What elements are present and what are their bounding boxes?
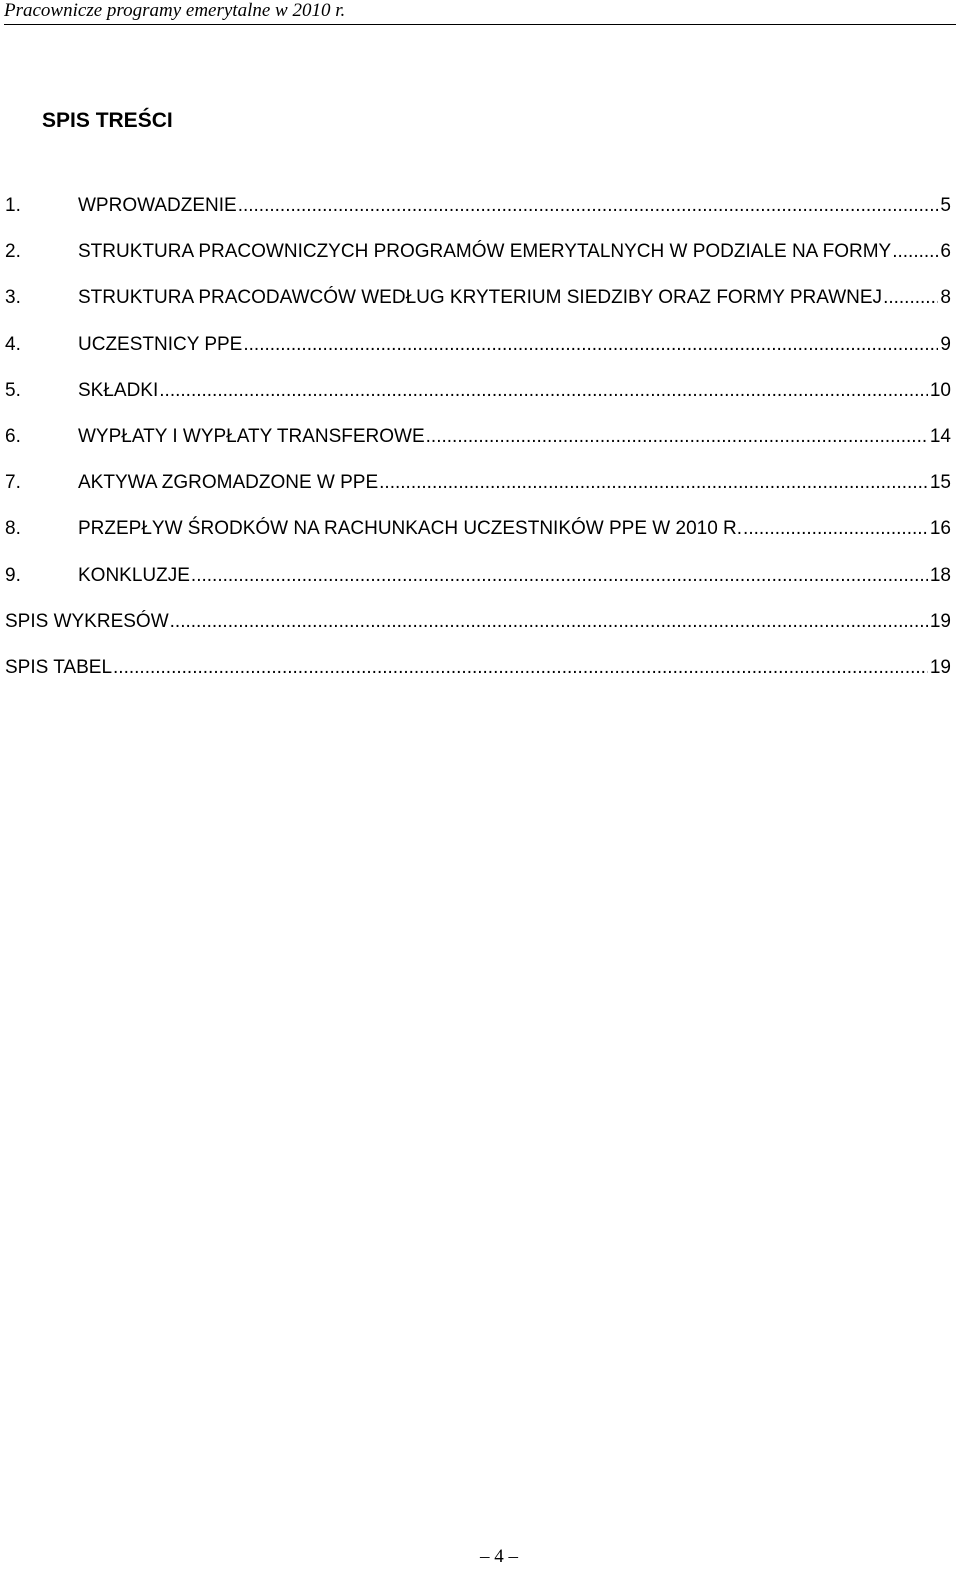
toc-entry-przeplyw[interactable] <box>5 516 951 562</box>
toc-dot-leader <box>379 470 928 496</box>
toc-entry-page: 10 <box>929 379 951 401</box>
toc-entry-struktura-programow[interactable] <box>5 239 951 285</box>
toc-entry-skladki[interactable] <box>5 378 951 424</box>
toc-entry-number: 7. <box>5 472 21 494</box>
toc-entry-number: 6. <box>5 425 21 447</box>
toc-entry-number: 3. <box>5 287 21 309</box>
toc-title: SPIS TREŚCI <box>42 109 173 132</box>
toc-entry-label: SPIS TABEL <box>5 656 113 678</box>
toc-entry-number: 2. <box>5 241 21 263</box>
toc-entry-page: 14 <box>929 425 951 447</box>
toc-entry-number: 4. <box>5 333 21 355</box>
toc-entry-page: 8 <box>940 287 951 309</box>
toc-entry-uczestnicy[interactable] <box>5 332 951 378</box>
toc-dot-leader <box>426 424 928 450</box>
toc-entry-spis-wykresow[interactable] <box>5 609 951 655</box>
toc-entry-label: SPIS WYKRESÓW <box>5 610 169 632</box>
toc-dot-leader <box>113 655 928 681</box>
toc-entry-label: KONKLUZJE <box>78 564 190 586</box>
toc-entry-page: 19 <box>929 656 951 678</box>
running-header-title: Pracownicze programy emerytalne w 2010 r. <box>4 0 346 21</box>
toc-entry-label: STRUKTURA PRACOWNICZYCH PROGRAMÓW EMERYTALNYCH W PODZIALE NA FORMY <box>78 241 892 263</box>
toc-entry-konkluzje[interactable] <box>5 563 951 609</box>
page-footer <box>0 1545 960 1569</box>
toc-entry-struktura-pracodawcow[interactable] <box>5 285 951 331</box>
toc-entry-page: 18 <box>929 564 951 586</box>
toc-dot-leader <box>883 285 938 311</box>
toc-dot-leader <box>191 563 928 589</box>
toc-dot-leader <box>892 239 938 265</box>
toc-entry-label: UCZESTNICY PPE <box>78 333 243 355</box>
toc-dot-leader <box>243 332 938 358</box>
toc-dot-leader <box>238 193 939 219</box>
toc-entry-page: 6 <box>940 241 951 263</box>
toc-entry-number: 5. <box>5 379 21 401</box>
toc-entry-page: 15 <box>929 472 951 494</box>
toc-entry-page: 5 <box>940 195 951 216</box>
toc-entry-label: STRUKTURA PRACODAWCÓW WEDŁUG KRYTERIUM SIEDZIBY ORAZ FORMY PRAWNEJ <box>78 287 883 309</box>
toc-entry-label: SKŁADKI <box>78 379 159 401</box>
toc-entry-label: AKTYWA ZGROMADZONE W PPE <box>78 472 379 494</box>
table-of-contents <box>5 193 951 701</box>
toc-entry-number: 8. <box>5 518 21 540</box>
page-number: – 4 – <box>480 1546 518 1567</box>
toc-entry-number: 1. <box>5 195 21 216</box>
toc-entry-label: WPROWADZENIE <box>78 195 237 216</box>
toc-entry-label: PRZEPŁYW ŚRODKÓW NA RACHUNKACH UCZESTNIKÓW PPE W 2010 R. <box>78 518 743 540</box>
toc-entry-page: 16 <box>929 518 951 540</box>
toc-entry-label: WYPŁATY I WYPŁATY TRANSFEROWE <box>78 425 425 447</box>
toc-dot-leader <box>170 609 928 635</box>
toc-entry-page: 9 <box>940 333 951 355</box>
toc-entry-aktywa[interactable] <box>5 470 951 516</box>
toc-entry-page: 19 <box>929 610 951 632</box>
toc-entry-wyplaty[interactable] <box>5 424 951 470</box>
toc-entry-number: 9. <box>5 564 21 586</box>
toc-entry-wprowadzenie[interactable] <box>5 193 951 239</box>
toc-dot-leader <box>743 516 928 542</box>
running-header <box>4 0 956 25</box>
toc-dot-leader <box>159 378 928 404</box>
toc-entry-spis-tabel[interactable] <box>5 655 951 701</box>
